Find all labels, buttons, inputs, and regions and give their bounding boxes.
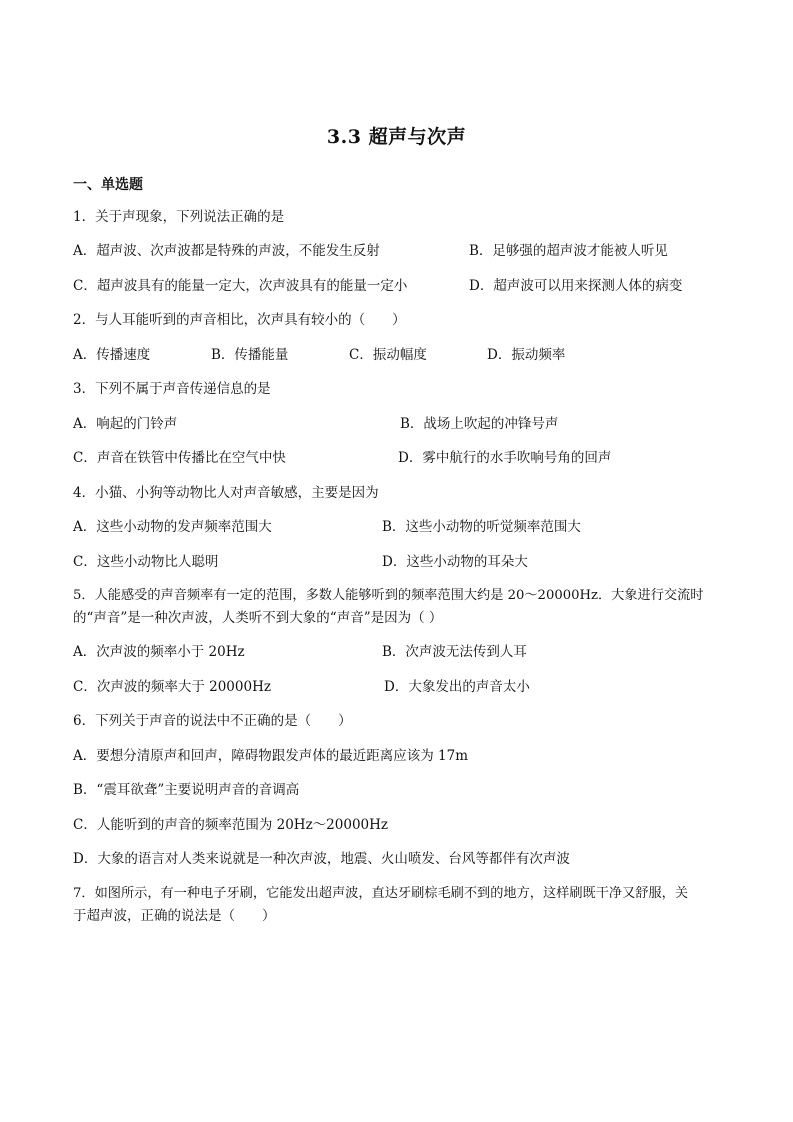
page-title: 3.3 超声与次声: [326, 126, 467, 148]
question-3-option-c: C．声音在铁管中传播比在空气中快: [73, 450, 286, 466]
question-2-option-c: C．振动幅度: [349, 347, 427, 363]
question-3-option-a: A．响起的门铃声: [73, 416, 178, 432]
question-5-stem-line-2: 的“声音”是一种次声波，人类听不到大象的“声音”是因为（ ）: [73, 610, 443, 626]
question-3-option-d: D．雾中航行的水手吹响号角的回声: [398, 450, 612, 466]
question-6-stem: 6．下列关于声音的说法中不正确的是（ ）: [73, 713, 352, 729]
question-4-option-a: A．这些小动物的发声频率范围大: [73, 519, 272, 535]
question-5-option-d: D．大象发出的声音太小: [384, 679, 530, 695]
question-1-option-d: D．超声波可以用来探测人体的病变: [469, 278, 683, 294]
question-2-option-a: A．传播速度: [73, 347, 151, 363]
question-6-option-c: C．人能听到的声音的频率范围为 20Hz～20000Hz: [73, 817, 389, 833]
section-heading: 一、单选题: [73, 177, 143, 193]
question-5-option-a: A．次声波的频率小于 20Hz: [73, 644, 245, 660]
question-6-option-a: A．要想分清原声和回声，障碍物跟发声体的最近距离应该为 17m: [73, 748, 469, 764]
question-1-option-b: B．足够强的超声波才能被人听见: [469, 243, 668, 259]
question-3-stem: 3．下列不属于声音传递信息的是: [73, 381, 271, 397]
question-5-option-b: B．次声波无法传到人耳: [382, 644, 527, 660]
question-2-option-b: B．传播能量: [211, 347, 289, 363]
question-4-option-b: B．这些小动物的听觉频率范围大: [382, 519, 581, 535]
question-1-option-c: C．超声波具有的能量一定大，次声波具有的能量一定小: [73, 278, 408, 294]
question-7-stem-line-1: 7．如图所示，有一种电子牙刷，它能发出超声波，直达牙刷棕毛刷不到的地方，这样刷既干净又舒服，关: [73, 886, 689, 901]
question-1-stem: 1．关于声现象，下列说法正确的是: [73, 209, 285, 225]
question-3-option-b: B．战场上吹起的冲锋号声: [400, 416, 559, 432]
question-6-option-b: B．“震耳欲聋”主要说明声音的音调高: [73, 782, 300, 798]
question-6-option-d: D．大象的语言对人类来说就是一种次声波，地震、火山喷发、台风等都伴有次声波: [73, 851, 570, 867]
question-2-option-d: D．振动频率: [487, 347, 566, 363]
question-4-option-c: C．这些小动物比人聪明: [73, 554, 219, 570]
question-5-option-c: C．次声波的频率大于 20000Hz: [73, 679, 271, 695]
question-2-stem: 2．与人耳能听到的声音相比，次声具有较小的（ ）: [73, 312, 406, 328]
question-5-stem-line-1: 5．人能感受的声音频率有一定的范围，多数人能够听到的频率范围大约是 20～20000Hz．大象进行交流时: [73, 588, 704, 603]
question-7-stem-line-2: 于超声波，正确的说法是（ ）: [73, 908, 276, 924]
question-4-option-d: D．这些小动物的耳朵大: [382, 554, 528, 570]
question-1-option-a: A．超声波、次声波都是特殊的声波，不能发生反射: [73, 243, 380, 259]
question-4-stem: 4．小猫、小狗等动物比人对声音敏感，主要是因为: [73, 485, 379, 501]
